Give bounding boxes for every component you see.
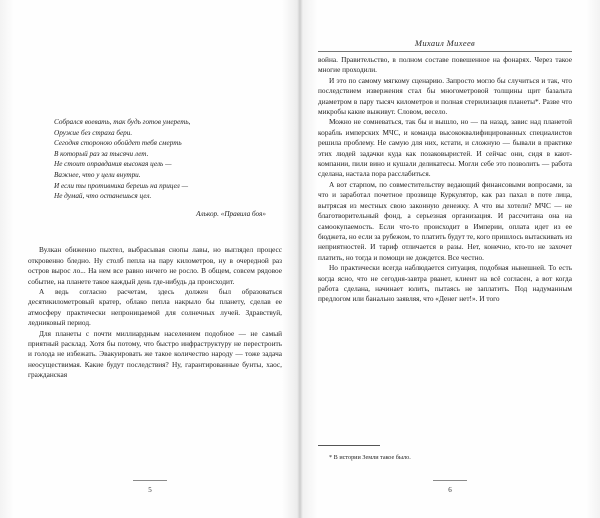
paragraph: Можно не сомневаться, так бы и вышло, но — па назад, завис над планетой корабль имперских МЧС, и команда высококвалифицированных специалистов решила проблему. Не самую для них, кстати, и сложную — бывали в практике этих людей задачки куда как позаковыристей. И сейчас они, сидя в кают-компании, пили вино и кушали деликатесы. Могли себе это позволить — работа сделана, настала пора расслабиться.: [318, 117, 572, 179]
epigraph-line: Важнее, что у цели внутри.: [54, 170, 141, 179]
footnote-zone: [318, 445, 572, 462]
body-text-right: [318, 55, 572, 305]
page-right: [300, 0, 600, 518]
paragraph: А вот старпом, по совместительству ведающий финансовыми вопросами, за что и заработал почетное прозвище Куркулятор, как раз пахал в поте лица, вытрясая из местных свою законную денежку. А что вы хотели? МЧС — не благотворительный фонд, а серьезная организация. И рассчитана она на самоокупаемость. Если что-то происходит в Империи, оплата идет из ее бюджета, но если за рубежом, то платить будут те, кого пришлось вытаскивать из неприятностей. И тариф отличается в разы. Нет, конечно, кто-то не захочет платить, но тогда и помощи не дождется. Все честно.: [318, 179, 572, 262]
footnote-text: * В истории Земли такое было.: [329, 454, 411, 461]
epigraph-line: Собрался воевать, так будь готов умереть,: [54, 118, 191, 126]
epigraph-source: Алькор. «Правила боя»: [196, 209, 266, 218]
paragraph: Вулкан обиженно пыхтел, выбрасывая снопы лавы, но выглядел процесс откровенно бледно. Ну столб пепла на пару километров, ну в очередной раз остров вырос ло... На нем все равно ничего не росло. В общем, совсем рядовое событие, на планете такое каждый день где-нибудь да происходит.: [28, 245, 282, 286]
paragraph: Для планеты с почти миллиардным населением подобное — не самый приятный расклад. Хотя бы потому, что быстро инфраструктуру не перестроить и голода не избежать. Эвакуировать же такое количество народу — тоже задача неосуществимая. Какие будут последствия? Ну, гарантированные бунты, хаос, гражданская: [28, 328, 282, 380]
running-head-name-right: Михаил Михеев: [414, 38, 476, 48]
page-number-left: 5: [148, 486, 152, 494]
paragraph: А ведь согласно расчетам, здесь должен был образоваться десятикилометровый кратер, облако пепла накрыло бы планету, сделав ее атмосферу практически непроницаемой для солнечных лучей. Здравствуй, ледниковый период.: [28, 286, 282, 328]
epigraph: [54, 117, 276, 219]
epigraph-line: Сегодня стороною обойдет тебя смерть: [54, 139, 182, 148]
epigraph-line: Не стоит оправдания высокая цель —: [54, 160, 172, 169]
epigraph-line: И если ты противника берешь на прицел —: [54, 181, 188, 190]
folio-rule-right: [433, 480, 467, 481]
page-number-right: 6: [448, 486, 452, 494]
epigraph-line: Оружие без страха бери.: [54, 128, 133, 137]
running-head-right: [318, 0, 572, 55]
folio-rule-left: [133, 480, 167, 481]
folio-right: [300, 480, 600, 494]
paragraph: война. Правительство, в полном составе повешенное на фонарях. Через такое многие проходили.: [318, 55, 572, 75]
epigraph-line: В который раз за тысячи лет.: [54, 149, 149, 158]
epigraph-line: Не думай, что останешься цел.: [54, 192, 152, 201]
body-text-left: [28, 245, 282, 380]
folio-left: [0, 480, 300, 494]
head-rule-right: [318, 51, 572, 52]
footnote-rule: [318, 445, 380, 446]
paragraph: И это по самому мягкому сценарию. Запросто могло бы случиться и так, что последствием извержения стал бы многометровой толщины щит базальта диаметром в пару тысяч километров и полная стерилизация планеты*. Разве что микробы какие выживут. Словом, весело.: [318, 75, 572, 117]
paragraph: Но практически всегда наблюдается ситуация, подобная нынешней. То есть когда ясно, что не сегодня-завтра рванет, клиент на всё согласен, а вот когда работа сделана, начинает юлить, пытаясь не заплатить. Под надуманным предлогом или банально заявляя, что «Денег нет!». И того: [318, 263, 572, 304]
running-head-left: [28, 0, 282, 55]
